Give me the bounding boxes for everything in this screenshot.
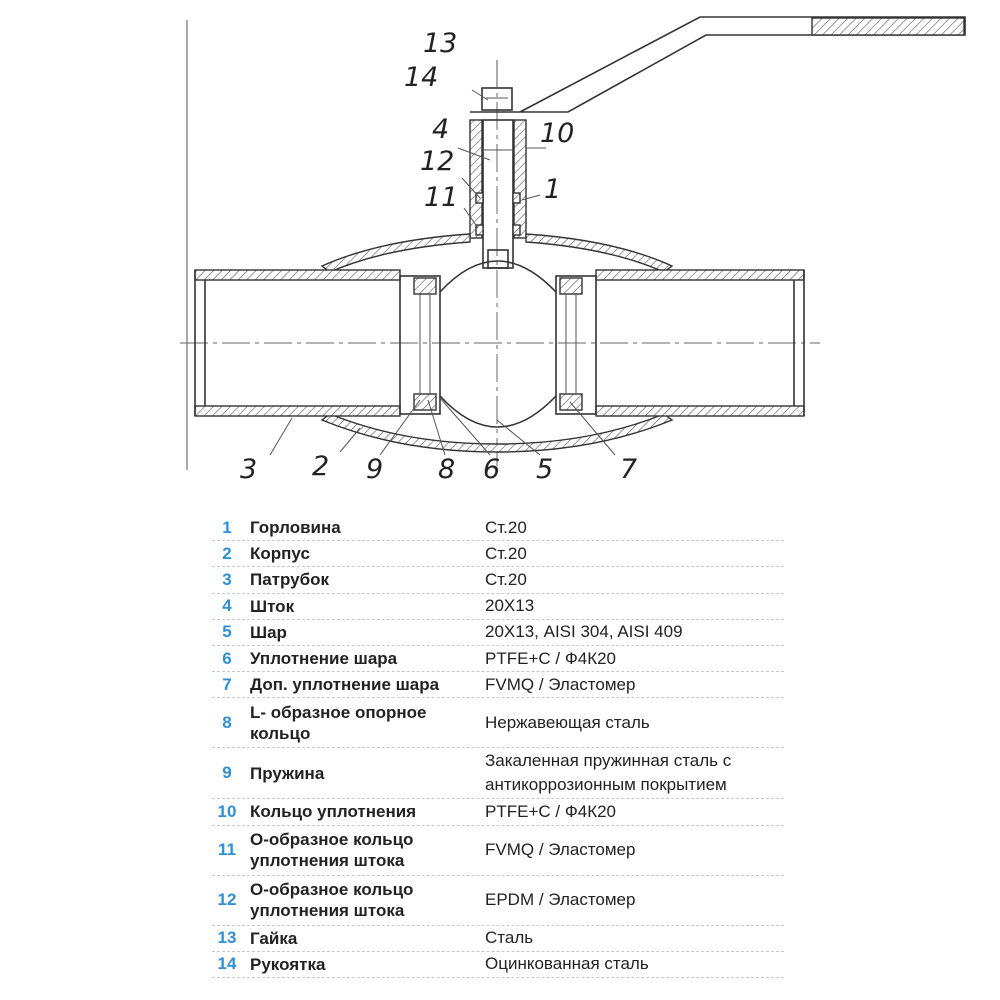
part-material: Оцинкованная сталь (485, 954, 649, 974)
part-material: PTFE+C / Ф4К20 (485, 648, 617, 668)
part-number: 4 (222, 596, 232, 616)
part-name: О-образное кольцо уплотнения штока (250, 880, 414, 920)
part-number: 7 (222, 674, 232, 694)
part-number: 12 (217, 890, 237, 909)
table-row (212, 799, 784, 825)
part-name: Горловина (250, 518, 341, 538)
table-row (212, 748, 784, 799)
part-material: Ст.20 (485, 517, 527, 537)
callout-6: 6 (483, 454, 501, 485)
part-number: 13 (217, 928, 237, 948)
stem-assembly (470, 88, 526, 268)
part-number: 14 (217, 954, 237, 974)
part-material: Нержавеющая сталь (485, 712, 650, 732)
ball (440, 261, 556, 427)
callout-9: 9 (366, 454, 384, 485)
part-number: 8 (222, 712, 232, 732)
table-row (212, 567, 784, 593)
callout-2: 2 (312, 451, 330, 482)
table-row (212, 952, 784, 978)
left-seat (400, 276, 440, 414)
part-number: 2 (222, 543, 232, 563)
part-number: 3 (222, 569, 232, 589)
callout-8: 8 (438, 454, 456, 485)
part-material: 20Х13, AISI 304, AISI 409 (485, 622, 683, 642)
part-name: Рукоятка (250, 954, 326, 974)
part-number: 6 (222, 648, 232, 668)
table-row (212, 698, 784, 748)
part-name: Уплотнение шара (250, 649, 398, 669)
table-row (212, 646, 784, 672)
part-name: Корпус (250, 544, 310, 564)
part-material: Сталь (485, 928, 534, 948)
part-name: Кольцо уплотнения (250, 802, 417, 822)
handle (470, 17, 965, 112)
table-row (212, 541, 784, 567)
callout-10: 10 (540, 118, 575, 149)
part-material: Ст.20 (485, 569, 527, 589)
table-row (212, 826, 784, 876)
part-material: 20Х13 (485, 596, 535, 616)
callout-1: 1 (544, 174, 562, 205)
part-material: Ст.20 (485, 543, 527, 563)
table-row (212, 515, 784, 541)
part-name: Патрубок (250, 570, 330, 590)
table-row (212, 926, 784, 952)
part-material: EPDM / Эластомер (485, 890, 636, 909)
table-row (212, 672, 784, 698)
right-seat (556, 276, 596, 414)
part-name: Доп. уплотнение шара (250, 675, 440, 695)
callout-14: 14 (404, 62, 439, 93)
table-row (212, 594, 784, 620)
part-name: Пружина (250, 763, 325, 783)
callout-5: 5 (536, 454, 554, 485)
part-number: 10 (217, 801, 237, 821)
part-material: FVMQ / Эластомер (485, 840, 636, 859)
callout-3: 3 (240, 454, 258, 485)
part-number: 9 (222, 763, 232, 783)
callout-13: 13 (423, 28, 458, 59)
callout-7: 7 (620, 454, 638, 485)
part-material: Закаленная пружинная сталь с антикоррозионным покрытием (485, 751, 732, 795)
part-name: О-образное кольцо уплотнения штока (250, 830, 414, 870)
part-material: FVMQ / Эластомер (485, 674, 636, 694)
part-name: L- образное опорное кольцо (250, 702, 427, 743)
callout-4: 4 (432, 114, 450, 145)
callout-12: 12 (420, 146, 455, 177)
table-row (212, 876, 784, 926)
part-name: Шток (250, 596, 295, 616)
part-number: 11 (218, 840, 236, 859)
part-material: PTFE+C / Ф4К20 (485, 801, 617, 821)
part-number: 1 (222, 517, 232, 537)
table-row (212, 620, 784, 646)
part-number: 5 (222, 622, 232, 642)
part-name: Шар (250, 622, 287, 642)
callout-11: 11 (424, 182, 459, 213)
parts-table (212, 515, 784, 978)
part-name: Гайка (250, 928, 298, 948)
